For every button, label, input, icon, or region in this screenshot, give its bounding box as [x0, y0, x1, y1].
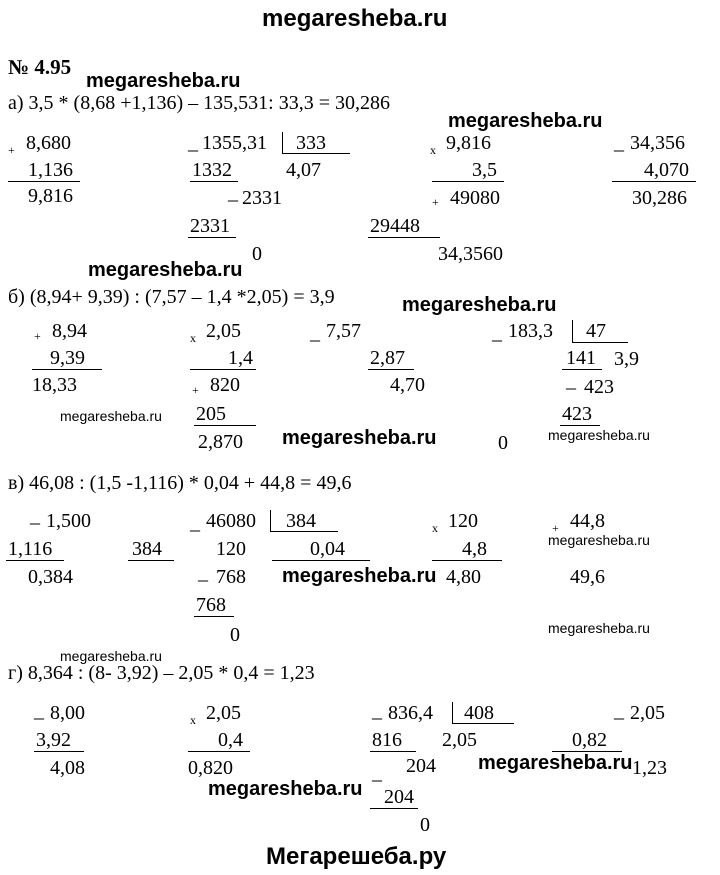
- c-div-rem2: 0: [230, 624, 240, 646]
- division-line: [282, 153, 350, 154]
- b-div-rem1: 423: [584, 376, 614, 398]
- watermark: megaresheba.ru: [548, 532, 650, 548]
- division-line: [572, 342, 628, 343]
- watermark: megaresheba.ru: [448, 110, 603, 132]
- c-div-divisor: 384: [286, 510, 316, 532]
- d-sub2-result: 1,23: [632, 757, 667, 779]
- plus-sign: +: [552, 521, 559, 535]
- minus-sign: _: [372, 700, 382, 722]
- b-mul-top: 2,05: [206, 320, 241, 342]
- b-mul-partial1: 820: [210, 374, 240, 396]
- c-mul-top: 120: [448, 510, 478, 532]
- plus-sign: +: [34, 329, 41, 343]
- site-header: megaresheba.ru: [262, 5, 448, 32]
- difference-line: [552, 751, 622, 752]
- product-line: [432, 181, 504, 182]
- c-sub-bottom: 1,116: [8, 538, 53, 560]
- b-mul-partial2: 205: [196, 403, 226, 425]
- watermark: megaresheba.ru: [60, 648, 162, 664]
- c-div-quotient: 120: [216, 538, 246, 560]
- times-sign: x: [430, 143, 436, 157]
- watermark: megaresheba.ru: [282, 565, 437, 587]
- difference-line: [34, 751, 84, 752]
- site-footer: Мегарешеба.ру: [266, 843, 447, 870]
- b-div-dividend: 183,3: [508, 320, 553, 342]
- b-div-quotient: 3,9: [614, 348, 639, 370]
- c-add-top: 44,8: [570, 510, 605, 532]
- division-bar: [572, 320, 573, 342]
- difference-line: [368, 369, 414, 370]
- d-sub-bottom: 3,92: [36, 729, 71, 751]
- c-sub-result: 0,384: [28, 566, 73, 588]
- problem-number: № 4.95: [8, 55, 72, 79]
- d-div-sub2: 204: [384, 786, 414, 808]
- times-sign: x: [190, 331, 196, 345]
- watermark: megaresheba.ru: [282, 427, 437, 449]
- watermark: megaresheba.ru: [548, 427, 650, 443]
- watermark: megaresheba.ru: [86, 70, 241, 92]
- sub-line: [370, 808, 418, 809]
- a-add-result: 9,816: [28, 185, 73, 207]
- b-sub-bottom: 2,87: [370, 347, 405, 369]
- b-mul-result: 2,870: [198, 431, 243, 453]
- minus-sign: _: [190, 512, 200, 534]
- b-add-result: 18,33: [32, 374, 77, 396]
- c-div-lead: 384: [132, 538, 162, 560]
- c-div-rem1: 768: [216, 566, 246, 588]
- d-div-rem1: 204: [406, 755, 436, 777]
- b-sub-result: 4,70: [390, 374, 425, 396]
- sub-line: [370, 751, 416, 752]
- d-sub-result: 4,08: [50, 757, 85, 779]
- a-mul-bottom: 3,5: [472, 159, 497, 181]
- product-line: [272, 560, 370, 561]
- d-sub-top: 8,00: [50, 702, 85, 724]
- a-mul-partial2: 29448: [370, 215, 420, 237]
- a-div-sub1: 1332: [192, 159, 232, 181]
- a-div-quotient: 4,07: [286, 159, 321, 181]
- b-div-sub2: 423: [562, 403, 592, 425]
- sub-line: [188, 237, 236, 238]
- d-mul-result: 0,820: [188, 757, 233, 779]
- a-mul-partial1: 49080: [450, 187, 500, 209]
- b-div-sub1: 141: [566, 347, 596, 369]
- minus-sign: _: [30, 505, 40, 527]
- watermark: megaresheba.ru: [208, 778, 363, 800]
- a-div-sub2: 2331: [190, 215, 230, 237]
- c-add-result: 49,6: [570, 566, 605, 588]
- c-div-sub2: 768: [196, 594, 226, 616]
- d-sub2-top: 2,05: [630, 702, 665, 724]
- watermark: megaresheba.ru: [88, 259, 243, 281]
- product-line: [368, 237, 440, 238]
- d-div-sub1: 816: [372, 729, 402, 751]
- equation-c: в) 46,08 : (1,5 -1,116) * 0,04 + 44,8 = 49,6: [8, 472, 352, 494]
- times-sign: x: [432, 521, 438, 535]
- a-add-bottom: 1,136: [28, 159, 73, 181]
- division-bar: [282, 132, 283, 154]
- c-sub-top: 1,500: [46, 510, 91, 532]
- minus-sign: _: [372, 762, 382, 784]
- equation-b: б) (8,94+ 9,39) : (7,57 – 1,4 *2,05) = 3,9: [8, 286, 335, 308]
- sum-line: [32, 369, 102, 370]
- times-sign: x: [190, 713, 196, 727]
- a-div-rem1: 2331: [242, 187, 282, 209]
- watermark: megaresheba.ru: [60, 408, 162, 424]
- plus-sign: +: [432, 195, 439, 209]
- d-div-dividend: 836,4: [388, 702, 433, 724]
- c-mul-bottom: 4,8: [462, 538, 487, 560]
- equation-a: а) 3,5 * (8,68 +1,136) – 135,531: 33,3 = 30,286: [8, 92, 390, 114]
- a-mul-top: 9,816: [446, 132, 491, 154]
- minus-sign: _: [228, 182, 238, 204]
- division-bar: [452, 702, 453, 724]
- sub-line: [128, 560, 174, 561]
- difference-line: [612, 181, 696, 182]
- b-add-bottom: 9,39: [50, 347, 85, 369]
- b-add-top: 8,94: [52, 320, 87, 342]
- minus-sign: _: [614, 132, 624, 154]
- difference-line: [6, 560, 64, 561]
- a-div-rem2: 0: [252, 243, 262, 265]
- product-line: [194, 425, 256, 426]
- watermark: megaresheba.ru: [548, 620, 650, 636]
- minus-sign: _: [566, 370, 576, 392]
- d-div-quotient: 2,05: [442, 729, 477, 751]
- a-add-top: 8,680: [26, 132, 71, 154]
- a-div-divisor: 333: [296, 132, 326, 154]
- b-mul-bottom: 1,4: [228, 347, 253, 369]
- minus-sign: _: [492, 322, 502, 344]
- b-sub-top: 7,57: [326, 320, 361, 342]
- minus-sign: _: [188, 132, 198, 154]
- product-line: [190, 369, 256, 370]
- division-line: [270, 531, 338, 532]
- a-div-dividend: 1355,31: [202, 132, 267, 154]
- division-line: [452, 723, 514, 724]
- product-line: [432, 560, 502, 561]
- minus-sign: _: [34, 700, 44, 722]
- division-bar: [270, 510, 271, 532]
- equation-d: г) 8,364 : (8- 3,92) – 2,05 * 0,4 = 1,23: [8, 662, 315, 684]
- sub-line: [560, 425, 600, 426]
- c-mul-result: 4,80: [446, 566, 481, 588]
- plus-sign: +: [8, 143, 15, 157]
- minus-sign: _: [614, 700, 624, 722]
- minus-sign: _: [310, 322, 320, 344]
- c-div-dividend: 46080: [206, 510, 256, 532]
- a-mul-result: 34,3560: [438, 243, 503, 265]
- minus-sign: _: [198, 562, 208, 584]
- a-sub-bottom: 4,070: [644, 159, 689, 181]
- d-div-rem2: 0: [420, 814, 430, 836]
- sum-line: [8, 181, 80, 182]
- plus-sign: +: [192, 383, 199, 397]
- a-sub-top: 34,356: [630, 132, 685, 154]
- product-line: [188, 751, 250, 752]
- d-mul-bottom: 0,4: [218, 729, 243, 751]
- a-sub-result: 30,286: [632, 187, 687, 209]
- d-div-divisor: 408: [464, 702, 494, 724]
- b-div-divisor: 47: [586, 320, 606, 342]
- b-div-rem2: 0: [498, 432, 508, 454]
- watermark: megaresheba.ru: [402, 294, 557, 316]
- d-mul-top: 2,05: [206, 702, 241, 724]
- c-div-sub1: 0,04: [310, 538, 345, 560]
- watermark: megaresheba.ru: [478, 752, 633, 774]
- sub-line: [194, 616, 234, 617]
- d-sub2-bottom: 0,82: [572, 729, 607, 751]
